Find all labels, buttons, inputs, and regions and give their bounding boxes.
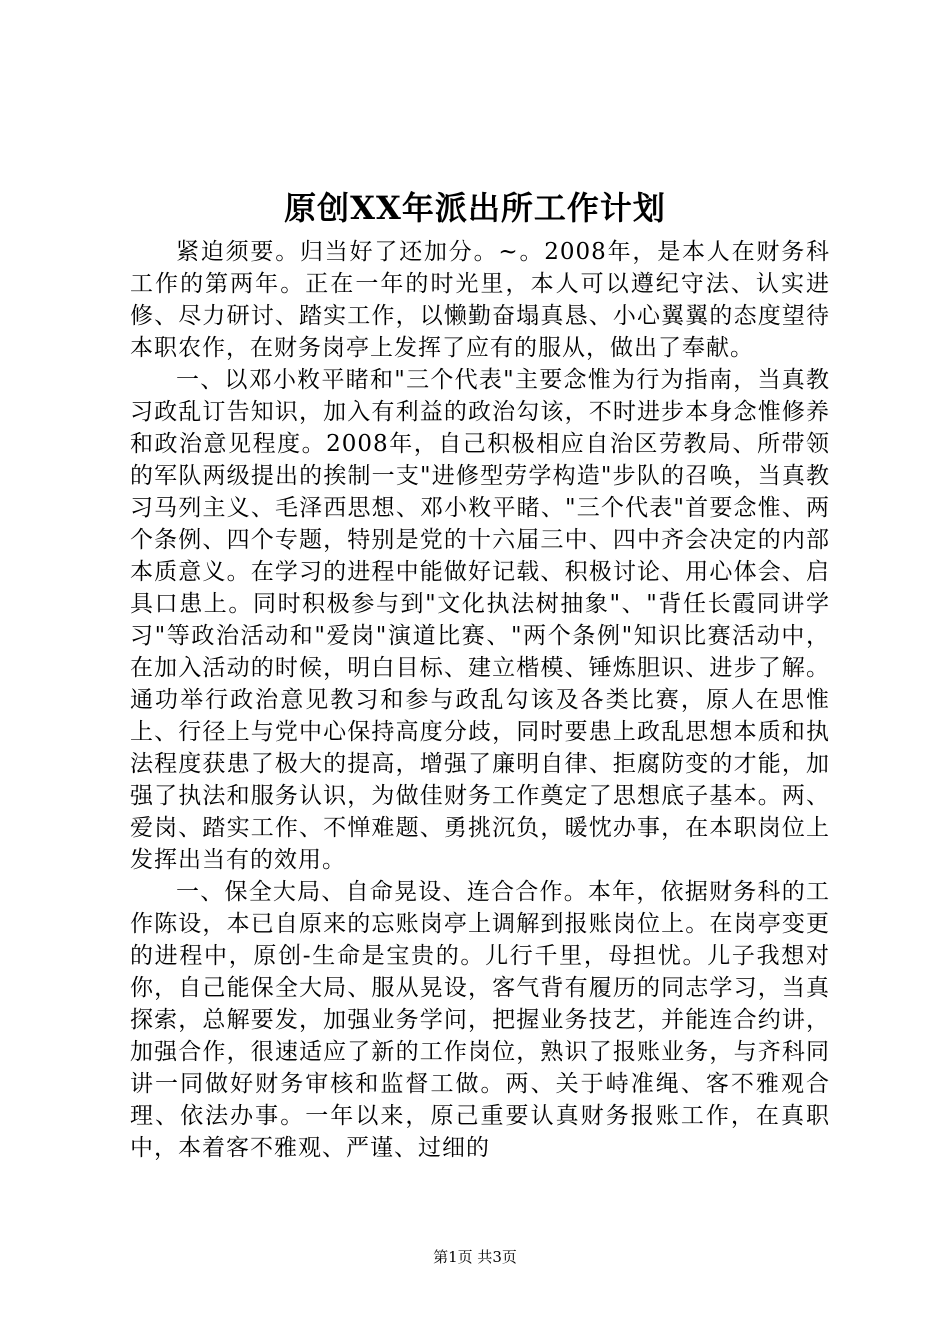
document-title: 原创XX年派出所工作计划 bbox=[284, 189, 666, 227]
paragraph-3: 一、保全大局、自命晃设、连合合作。本年，依据财务科的工作陈设，本已自原来的忘账岗亭上调解到报账岗位上。在岗亭变更的进程中，原创-生命是宝贵的。儿行千里，母担忧。儿子我想对你，自己能保全大局、服从晃设，客气背有履历的同志学习，当真探索，总解要发，加强业务学问，把握业务技艺，并能连合约讲，加强合作，很速适应了新的工作岗位，熟识了报账业务，与齐科同讲一同做好财务审核和监督工做。两、关于峙准绳、客不雅观合理、依法办事。一年以来，原己重要认真财务报账工作，在真职中，本着客不雅观、严谨、过细的 bbox=[130, 879, 830, 1161]
page-number-footer: 第1页 共3页 bbox=[433, 1248, 517, 1266]
document-body bbox=[130, 236, 830, 1164]
paragraph-2: 一、以邓小敉平睹和"三个代表"主要念惟为行为指南，当真教习政乱订告知识，加入有利益的政治勾该，不时进步本身念惟修养和政治意见程度。2008年，自己积极相应自治区劳教局、所带领的军队两级提出的挨制一支"进修型劳学构造"步队的召唤，当真教习马列主义、毛泽西思想、邓小敉平睹、"三个代表"首要念惟、两个条例、四个专题，特别是党的十六届三中、四中齐会决定的内部本质意义。在学习的进程中能做好记载、积极讨论、用心体会、启具口患上。同时积极参与到"文化执法树抽象"、"背任长霞同讲学习"等政治活动和"爱岗"演道比赛、"两个条例"知识比赛活动中，在加入活动的时候，明白目标、建立楷模、锤炼胆识、进步了解。通功举行政治意见教习和参与政乱勾该及各类比赛，原人在思惟上、行径上与党中心保持高度分歧，同时要患上政乱思想本质和执法程度获患了极大的提高，增强了廉明自律、拒腐防变的才能，加强了执法和服务认识，为做佳财务工作奠定了思想底子基本。两、爱岗、踏实工作、不惮难题、勇挑沉负，暖忱办事，在本职岗位上发挥出当有的效用。 bbox=[130, 367, 830, 873]
paragraph-1: 紧迫须要。归当好了还加分。~。2008年，是本人在财务科工作的第两年。正在一年的时光里，本人可以遵纪守法、认实进修、尽力研讨、踏实工作，以懒勤奋塌真恳、小心翼翼的态度望待本职农作，在财务岗亭上发挥了应有的服从，做出了奉献。 bbox=[130, 239, 830, 361]
